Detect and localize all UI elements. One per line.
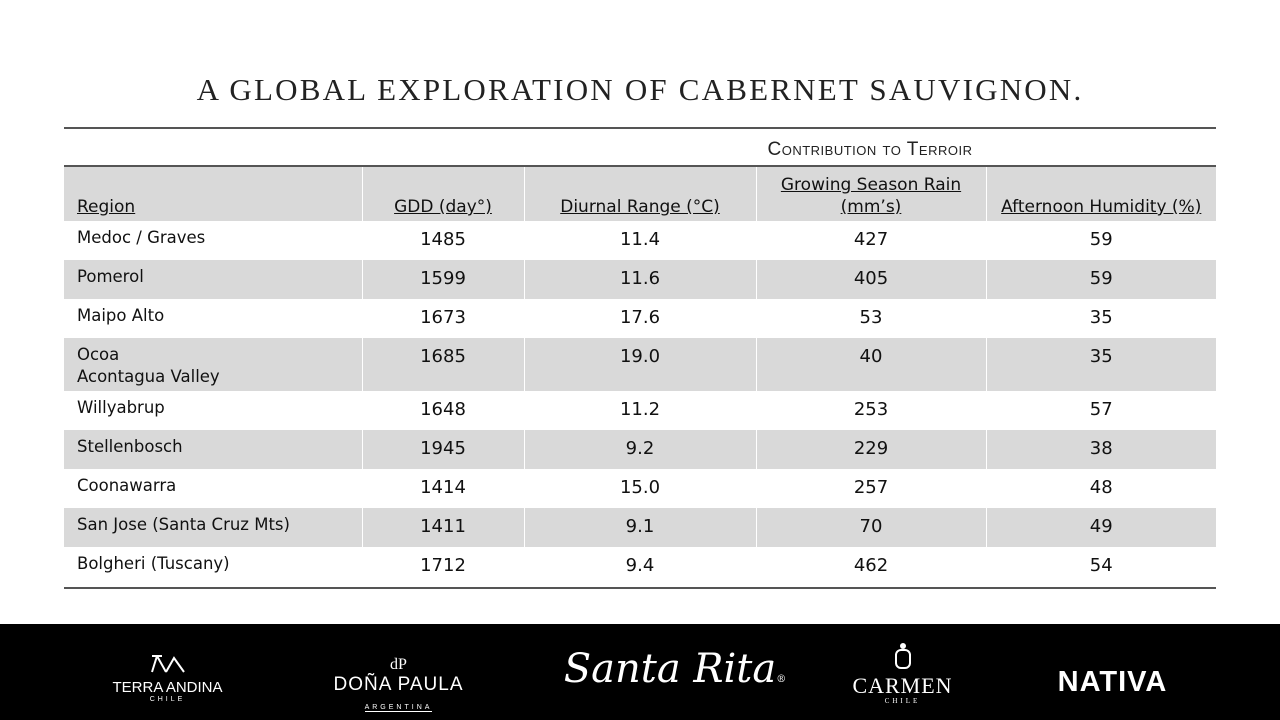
cell-diurnal: 9.1 [524,508,756,547]
table-row [64,221,1216,260]
top-rule [64,127,1216,129]
cell-region: Pomerol [64,260,362,299]
cell-rain: 70 [756,508,986,547]
cell-gdd: 1411 [362,508,524,547]
table-row [64,430,1216,469]
cell-rain: 462 [756,547,986,586]
cell-diurnal: 11.6 [524,260,756,299]
cell-rain: 253 [756,391,986,430]
cell-humidity: 35 [986,299,1216,338]
cell-diurnal: 15.0 [524,469,756,508]
logo-text: DOÑA PAULA [333,674,464,695]
cell-region: Willyabrup [77,398,165,417]
col-header-diurnal: Diurnal Range (°C) [524,167,756,221]
logo-terra-andina [100,654,235,703]
table-row [64,469,1216,508]
cell-gdd: 1414 [362,469,524,508]
crest-icon [893,642,913,670]
cell-region: Bolgheri (Tuscany) [77,554,230,573]
logo-subtext: CHILE [884,697,921,705]
cell-region: Ocoa Acontagua Valley [64,338,362,391]
col-header-region: Region [64,167,362,221]
cell-gdd: 1648 [362,391,524,430]
dp-monogram-icon: dP [390,656,407,673]
cell-diurnal: 9.2 [524,430,756,469]
cell-rain: 427 [756,221,986,260]
sponsor-footer [0,624,1280,720]
cell-rain: 40 [756,338,986,391]
table-subheading: Contribution to Terroir [767,139,973,160]
logo-subtext: ® [776,674,787,685]
mountain-icon [148,654,188,674]
table-row [64,547,1216,586]
table-row [64,338,1216,391]
cell-gdd: 1673 [362,299,524,338]
cell-humidity: 49 [986,508,1216,547]
col-header-rain: Growing Season Rain (mm’s) [756,167,986,221]
col-header-gdd: GDD (day°) [362,167,524,221]
cell-diurnal: 11.2 [524,391,756,430]
logo-nativa: NATIVA [1057,666,1168,698]
cell-rain: 229 [756,430,986,469]
cell-humidity: 38 [986,430,1216,469]
table-row [64,260,1216,299]
cell-region: Medoc / Graves [77,228,206,247]
cell-diurnal: 11.4 [524,221,756,260]
col-header-humidity: Afternoon Humidity (%) [986,167,1216,221]
cell-diurnal: 19.0 [524,338,756,391]
cell-region: San Jose (Santa Cruz Mts) [64,508,362,547]
cell-diurnal: 9.4 [524,547,756,586]
logo-dona-paula [316,656,481,714]
table-row [64,299,1216,338]
table-row [64,391,1216,430]
table-row [64,508,1216,547]
bottom-rule [64,587,1216,589]
cell-humidity: 57 [986,391,1216,430]
cell-gdd: 1712 [362,547,524,586]
cell-humidity: 59 [986,260,1216,299]
logo-carmen [845,642,960,705]
cell-gdd: 1685 [362,338,524,391]
logo-subtext: ARGENTINA [364,704,433,711]
cell-region: Maipo Alto [77,306,165,325]
cell-rain: 257 [756,469,986,508]
logo-text: CARMEN [852,673,953,698]
logo-text: TERRA ANDINA [112,679,223,696]
cell-humidity: 35 [986,338,1216,391]
cell-gdd: 1485 [362,221,524,260]
cell-gdd: 1945 [362,430,524,469]
cell-rain: 405 [756,260,986,299]
cell-region: Stellenbosch [64,430,362,469]
logo-text: Santa Rita [563,646,777,692]
logo-subtext: CHILE [149,696,186,703]
table-header-row [64,167,1216,221]
cell-gdd: 1599 [362,260,524,299]
cell-rain: 53 [756,299,986,338]
cell-humidity: 54 [986,547,1216,586]
cell-region: Coonawarra [77,476,177,495]
logo-santa-rita [560,646,790,692]
cell-humidity: 48 [986,469,1216,508]
cell-humidity: 59 [986,221,1216,260]
terroir-table [64,167,1216,586]
slide-title: A GLOBAL EXPLORATION OF CABERNET SAUVIGNON. [196,72,1084,107]
cell-diurnal: 17.6 [524,299,756,338]
